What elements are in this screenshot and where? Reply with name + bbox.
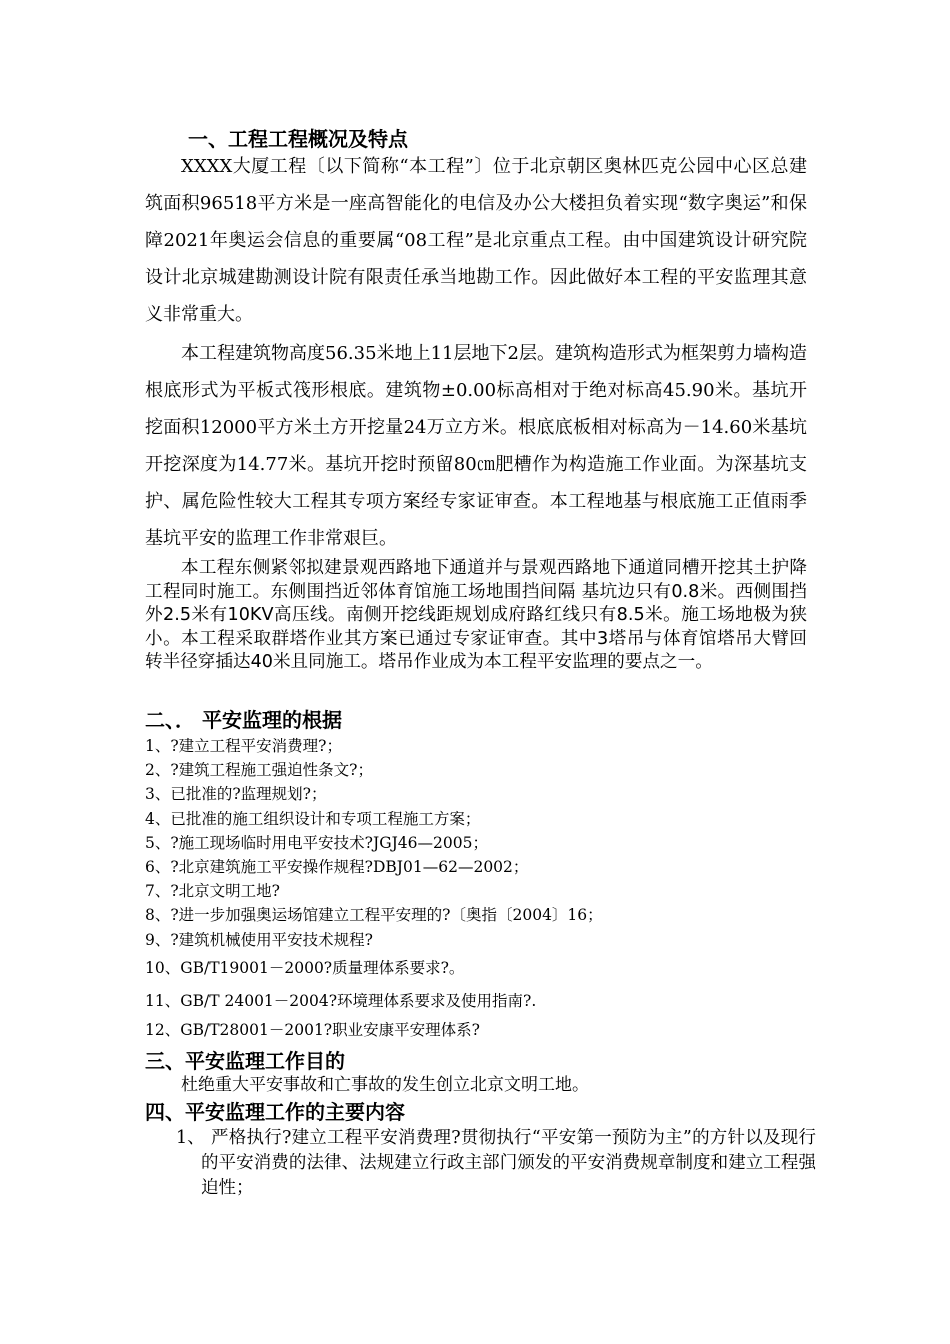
item-number: 1、 xyxy=(176,1128,205,1148)
overview-paragraph-1: XXXX大厦工程〔以下简称“本工程”〕位于北京朝区奥林匹克公园中心区总建筑面积96518平方米是一座高智能化的电信及办公大楼担负着实现“数字奥运”和保障2021年奥运会信息的重要属“08工程”是北京重点工程。由中国建筑设计研究院设计北京城建勘测设计院有限责任承当地勘工作。因此做好本工程的平安监理其意义非常重大。 xyxy=(145,156,807,325)
list-item: 7、?北京文明工地? xyxy=(145,882,280,901)
list-item: 4、已批准的施工组织设计和专项工程施工方案； xyxy=(145,809,481,828)
safety-goal-text: 杜绝重大平安事故和亡事故的发生创立北京文明工地。 xyxy=(181,1075,589,1095)
overview-paragraph-2: 本工程建筑物高度56.35米地上11层地下2层。建筑构造形式为框架剪力墙构造根底形式为平板式筏形根底。建筑物±0.00标高相对于绝对标高45.90米。基坑开挖面积12000平方米土方开挖量24万立方米。根底底板相对标高为－14.60米基坑开挖深度为14.77米。基坑开挖时预留80㎝肥槽作为构造施工作业面。为深基坑支护、属危险性较大工程其专项方案经专家证审查。本工程地基与根底施工正值雨季基坑平安的监理工作非常艰巨。 xyxy=(145,343,807,549)
section-2-heading: 二、． 平安监理的根据 xyxy=(145,708,342,732)
content-list-item xyxy=(176,1126,816,1201)
list-item: 12、GB/T28001－2001?职业安康平安理体系? xyxy=(145,1020,480,1039)
list-item: 2、?建筑工程施工强迫性条文?； xyxy=(145,761,373,780)
section-3-heading: 三、平安监理工作目的 xyxy=(145,1049,345,1073)
list-item: 3、已批准的?监理规划?； xyxy=(145,785,327,804)
list-item: 6、?北京建筑施工平安操作规程?DBJ01—62—2002； xyxy=(145,857,529,876)
list-item: 11、GB/T 24001－2004?环境理体系要求及使用指南?. xyxy=(145,991,537,1010)
basis-list xyxy=(145,734,603,1042)
list-item: 10、GB/T19001－2000?质量理体系要求?。 xyxy=(145,958,465,977)
item-text: 严格执行?建立工程平安消费理?贯彻执行“平安第一预防为主”的方针以及现行的平安消费的法律、法规建立行政主部门颁发的平安消费规章制度和建立工程强迫性； xyxy=(201,1128,816,1198)
section-4-heading: 四、平安监理工作的主要内容 xyxy=(145,1100,405,1124)
list-item: 1、?建立工程平安消费理?； xyxy=(145,737,342,755)
list-item: 8、?进一步加强奥运场馆建立工程平安理的?〔奥指〔2004〕16； xyxy=(145,906,603,925)
section-1-heading: 一、工程工程概况及特点 xyxy=(188,127,408,151)
list-item: 5、?施工现场临时用电平安技术?JGJ46—2005； xyxy=(145,833,488,852)
list-item: 9、?建筑机械使用平安技术规程? xyxy=(145,930,373,949)
overview-paragraph-3: 本工程东侧紧邻拟建景观西路地下通道并与景观西路地下通道同槽开挖其土护降工程同时施工。东侧围挡近邻体育馆施工场地围挡间隔 基坑边只有0.8米。西侧围挡外2.5米有10KV高压线。南侧开挖线距规划成府路红线只有8.5米。施工场地极为狭小。本工程采取群塔作业其方案已通过专家证审查。其中3塔吊与体育馆塔吊大臂回转半径穿插达40米且同施工。塔吊作业成为本工程平安监理的要点之一。 xyxy=(145,558,807,672)
